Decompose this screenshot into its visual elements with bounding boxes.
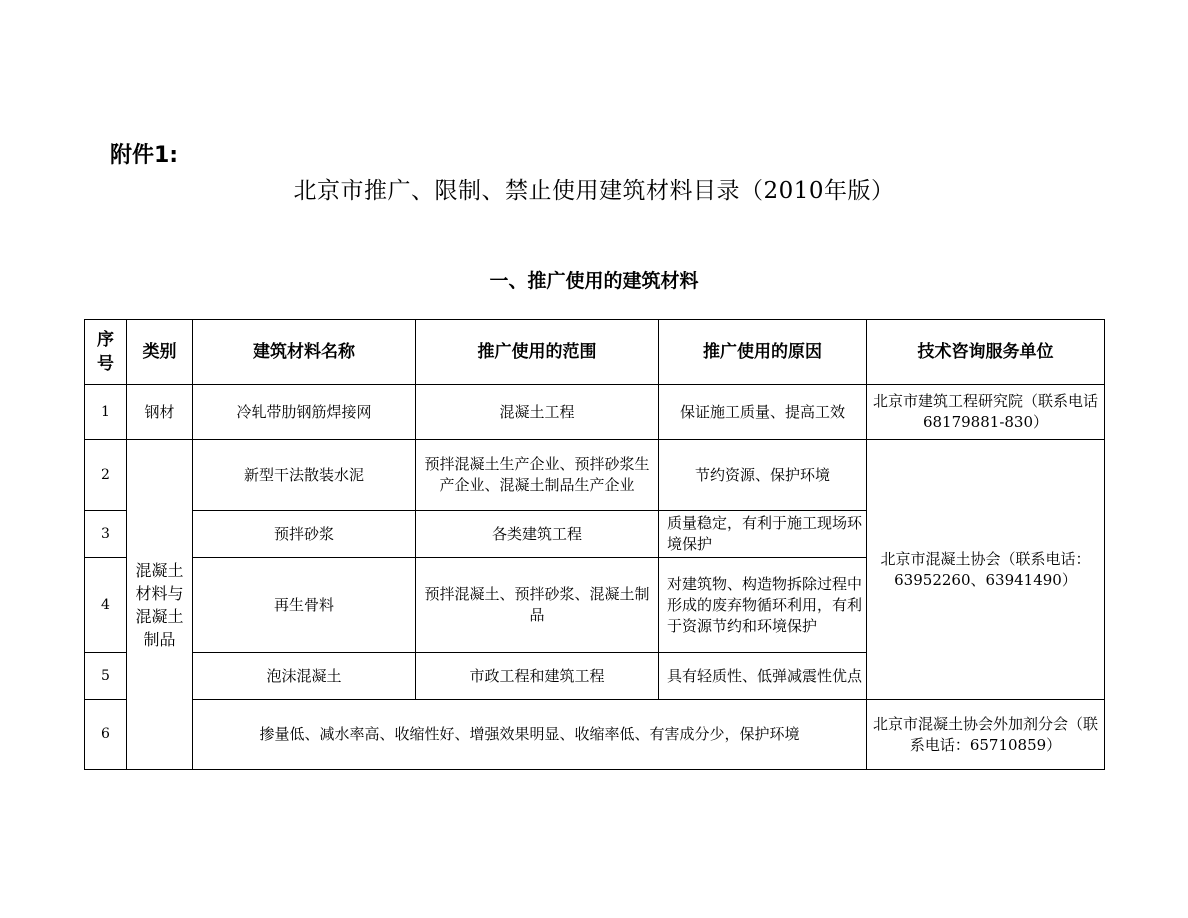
row-service: 北京市建筑工程研究院（联系电话 68179881-830） — [867, 385, 1105, 440]
row-scope: 预拌混凝土生产企业、预拌砂浆生产企业、混凝土制品生产企业 — [416, 440, 659, 511]
row-seq: 2 — [85, 440, 127, 511]
row-name: 再生骨料 — [193, 558, 416, 653]
header-reason: 推广使用的原因 — [659, 320, 867, 385]
row-service: 北京市混凝土协会外加剂分会（联系电话：65710859） — [867, 700, 1105, 770]
header-category: 类别 — [127, 320, 193, 385]
row-seq: 1 — [85, 385, 127, 440]
row-scope: 市政工程和建筑工程 — [416, 653, 659, 700]
table-header-row — [85, 320, 1105, 385]
row-name: 预拌砂浆 — [193, 511, 416, 558]
row-scope: 各类建筑工程 — [416, 511, 659, 558]
materials-table — [84, 319, 1105, 770]
row-reason: 保证施工质量、提高工效 — [659, 385, 867, 440]
row-category-concrete: 混凝土材料与混凝土制品 — [127, 440, 193, 770]
row-merged-text: 掺量低、减水率高、收缩性好、增强效果明显、收缩率低、有害成分少，保护环境 — [193, 700, 867, 770]
header-name: 建筑材料名称 — [193, 320, 416, 385]
row-category: 钢材 — [127, 385, 193, 440]
row-reason: 对建筑物、构造物拆除过程中形成的废弃物循环利用，有利于资源节约和环境保护 — [659, 558, 867, 653]
header-scope: 推广使用的范围 — [416, 320, 659, 385]
row-scope: 预拌混凝土、预拌砂浆、混凝土制品 — [416, 558, 659, 653]
row-seq: 3 — [85, 511, 127, 558]
row-name: 泡沫混凝土 — [193, 653, 416, 700]
row-reason: 质量稳定，有利于施工现场环境保护 — [659, 511, 867, 558]
document-title: 北京市推广、限制、禁止使用建筑材料目录（2010年版） — [293, 178, 895, 204]
table-row — [85, 700, 1105, 770]
row-name: 新型干法散装水泥 — [193, 440, 416, 511]
row-reason: 具有轻质性、低弹减震性优点 — [659, 653, 867, 700]
table-row — [85, 440, 1105, 511]
table-row — [85, 385, 1105, 440]
row-reason: 节约资源、保护环境 — [659, 440, 867, 511]
row-service-concrete: 北京市混凝土协会（联系电话：63952260、63941490） — [867, 440, 1105, 700]
header-service: 技术咨询服务单位 — [867, 320, 1105, 385]
attachment-label: 附件1: — [110, 143, 179, 168]
row-seq: 6 — [85, 700, 127, 770]
header-seq: 序号 — [85, 320, 127, 385]
row-name: 冷轧带肋钢筋焊接网 — [193, 385, 416, 440]
row-seq: 4 — [85, 558, 127, 653]
section-title: 一、推广使用的建筑材料 — [489, 270, 699, 292]
row-scope: 混凝土工程 — [416, 385, 659, 440]
row-seq: 5 — [85, 653, 127, 700]
